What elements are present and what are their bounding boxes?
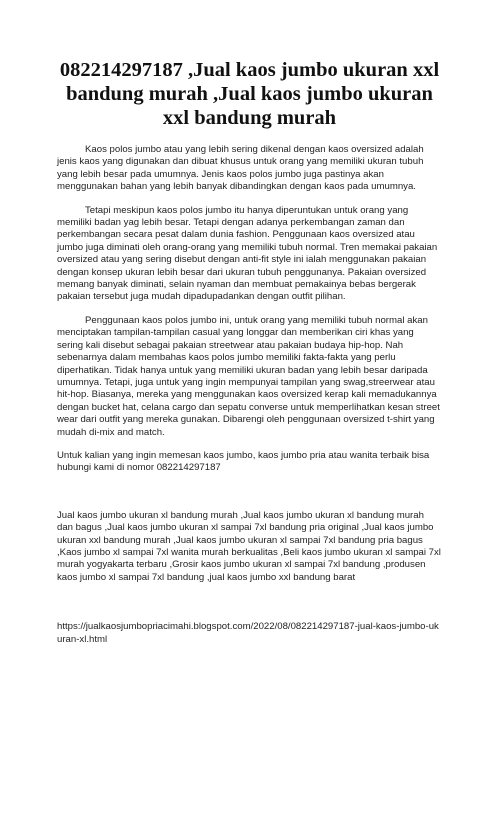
paragraph-1: Kaos polos jumbo atau yang lebih sering dikenal dengan kaos oversized adalah jenis kaos yang digunakan dan dibuat khusus untuk orang yang memiliki ukuran tubuh yang lebih besar pada umumnya. Jenis kaos polos jumbo juga pastinya akan menggunakan bahan yang lebih banyak dibandingkan dengan kaos pada umumnya. (57, 144, 424, 193)
spacer (57, 595, 442, 621)
keywords-paragraph: Jual kaos jumbo ukuran xl bandung murah ,Jual kaos jumbo ukuran xl bandung murah dan bagus ,Jual kaos jumbo ukuran xl sampai 7xl bandung pria original ,Jual kaos jumbo ukuran xxl bandung murah ,Jual kaos jumbo ukuran xl sampai 7xl bandung pria bagus ,Kaos jumbo xl sampai 7xl wanita murah berkualitas ,Beli kaos jumbo ukuran xl sampai 7xl murah yogyakarta terbaru ,Grosir kaos jumbo ukuran xl sampai 7xl bandung ,produsen kaos jumbo xl sampai 7xl bandung ,jual kaos jumbo xxl bandung barat (57, 509, 441, 583)
paragraph-2: Tetapi meskipun kaos polos jumbo itu hanya diperuntukan untuk orang yang memiliki badan yag lebih besar. Tetapi dengan adanya perkembangan zaman dan perkembangan secara pesat dalam dunia fashion. Penggunaan kaos oversized atau jumbo juga diminati oleh orang-orang yang memiliki tubuh normal. Tren memakai pakaian oversized atau yang sering disebut dengan anti-fit style ini ialah menggunakan pakaian dengan konsep ukuran lebih besar dari ukuran tubuh penggunanya. Pakaian oversized memang banyak diminati, selain nyaman dan membuat pemakainya bebas bergerak pakaian tersebut juga mudah dipadupadankan dengan outfit pilihan. (57, 204, 438, 303)
document-title: 082214297187 ,Jual kaos jumbo ukuran xxl bandung murah ,Jual kaos jumbo ukuran xxl bandung murah (59, 59, 440, 129)
contact-line: Untuk kalian yang ingin memesan kaos jumbo, kaos jumbo pria atau wanita terbaik bisa hubungi kami di nomor 082214297187 (57, 449, 430, 474)
paragraph-3: Penggunaan kaos polos jumbo ini, untuk orang yang memiliki tubuh normal akan menciptakan tampilan-tampilan casual yang longgar dan memberikan ciri khas yang sering kali disebut sebagai pakaian streetwear atau pakaian budaya hip-hop. Nah sebenarnya dalam membahas kaos polos jumbo memiliki fakta-fakta yang perlu diperhatikan. Tidak hanya untuk yang memiliki ukuran badan yang lebih besar daripada umumnya. Tetapi, juga untuk yang ingin mempunyai tampilan yang swag,streerwear atau hit-hop. Biasanya, mereka yang menggunakan kaos oversized kerap kali memadukannya dengan bucket hat, celana cargo dan sepatu converse untuk memperlihatkan kesan street wear dari outfit yang mereka gunakan. Dibarengi oleh penggunaan oversized t-shirt yang mudah di-mix and match. (57, 314, 440, 438)
document-body (57, 144, 442, 646)
source-url: https://jualkaosjumbopriacimahi.blogspot.com/2022/08/082214297187-jual-kaos-jumbo-ukuran-xl.html (57, 621, 439, 645)
spacer (57, 486, 442, 510)
